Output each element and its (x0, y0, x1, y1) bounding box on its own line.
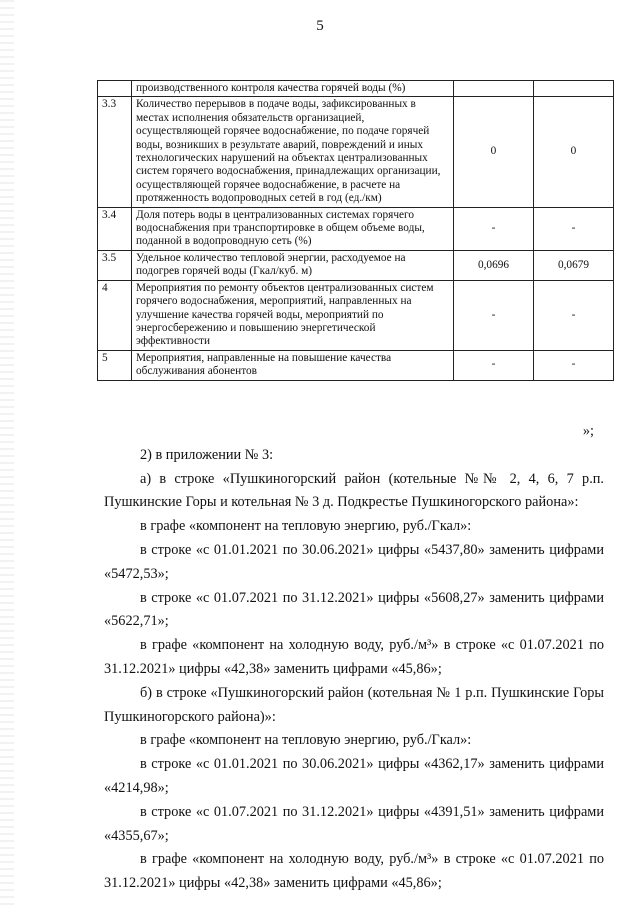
indicator-name-cell: Удельное количество тепловой энергии, расходуемое на подогрев горячей воды (Гкал/куб. м) (132, 250, 454, 280)
paragraph: в графе «компонент на холодную воду, руб./м³» в строке «с 01.07.2021 по 31.12.2021» цифры «42,38» заменить цифрами «45,86»; (104, 851, 604, 892)
paragraph: 2) в приложении № 3: (140, 446, 274, 463)
table-row (98, 280, 614, 350)
value-cell: - (454, 280, 534, 350)
table-row (98, 250, 614, 280)
value-cell: 0 (534, 97, 614, 207)
row-number-cell: 3.5 (98, 250, 132, 280)
scan-edge-marks (0, 0, 14, 905)
row-number-cell: 3.4 (98, 207, 132, 250)
table-row (98, 350, 614, 380)
row-number-cell (98, 81, 132, 97)
value-cell: - (534, 350, 614, 380)
value-cell: - (534, 207, 614, 250)
indicator-name-cell: Доля потерь воды в централизованных системах горячего водоснабжения при транспортировке в общем объеме воды, поданной в водопроводную сеть (%) (132, 207, 454, 250)
value-cell: - (454, 350, 534, 380)
value-cell: 0 (454, 97, 534, 207)
indicators-table (97, 80, 614, 381)
paragraph: в строке «с 01.07.2021 по 31.12.2021» цифры «5608,27» заменить цифрами «5622,71»; (104, 589, 604, 630)
table-row (98, 207, 614, 250)
paragraph: в строке «с 01.01.2021 по 30.06.2021» цифры «5437,80» заменить цифрами «5472,53»; (104, 541, 604, 582)
paragraph: б) в строке «Пушкиногорский район (котельная № 1 р.п. Пушкинские Горы Пушкиногорского района)»: (104, 684, 604, 725)
table-row (98, 97, 614, 207)
paragraph: а) в строке «Пушкиногорский район (котельные №№ 2, 4, 6, 7 р.п. Пушкинские Горы и котельная № 3 д. Подкрестье Пушкиногорского района»: (104, 470, 604, 511)
row-number-cell: 3.3 (98, 97, 132, 207)
indicator-name-cell: Количество перерывов в подаче воды, зафиксированных в местах исполнения обязательств организацией, осуществляющей горячее водоснабжение, по подаче горячей воды, возникших в результате аварий, повреждений и иных технологических нарушений на объектах централизованных систем горячего водоснабжения, принадлежащих организации, осуществляющей горячее водоснабжение, в расчете на протяженность водопроводных сетей в год (ед./км) (132, 97, 454, 207)
closing-quote: »; (582, 423, 594, 439)
paragraph: в строке «с 01.01.2021 по 30.06.2021» цифры «4362,17» заменить цифрами «4214,98»; (104, 756, 604, 796)
row-number-cell: 4 (98, 280, 132, 350)
value-cell: 0,0679 (534, 250, 614, 280)
document-body (104, 420, 604, 896)
paragraph: в строке «с 01.07.2021 по 31.12.2021» цифры «4391,51» заменить цифрами «4355,67»; (104, 803, 604, 844)
row-number-cell: 5 (98, 350, 132, 380)
value-cell (534, 81, 614, 97)
paragraph: в графе «компонент на тепловую энергию, руб./Гкал»: (140, 732, 472, 749)
value-cell (454, 81, 534, 97)
paragraph: в графе «компонент на холодную воду, руб./м³» в строке «с 01.07.2021 по 31.12.2021» цифры «42,38» заменить цифрами «45,86»; (104, 637, 604, 677)
table-row (98, 81, 614, 97)
paragraph: в графе «компонент на тепловую энергию, руб./Гкал»: (140, 518, 472, 535)
indicator-name-cell: производственного контроля качества горячей воды (%) (132, 81, 454, 97)
indicator-name-cell: Мероприятия, направленные на повышение качества обслуживания абонентов (132, 350, 454, 380)
indicator-name-cell: Мероприятия по ремонту объектов централизованных систем горячего водоснабжения, мероприятий, направленных на улучшение качества горячей воды, мероприятий по энергосбережению и повышению энергетической эффективности (132, 280, 454, 350)
value-cell: - (534, 280, 614, 350)
value-cell: - (454, 207, 534, 250)
value-cell: 0,0696 (454, 250, 534, 280)
page-number: 5 (316, 18, 324, 34)
